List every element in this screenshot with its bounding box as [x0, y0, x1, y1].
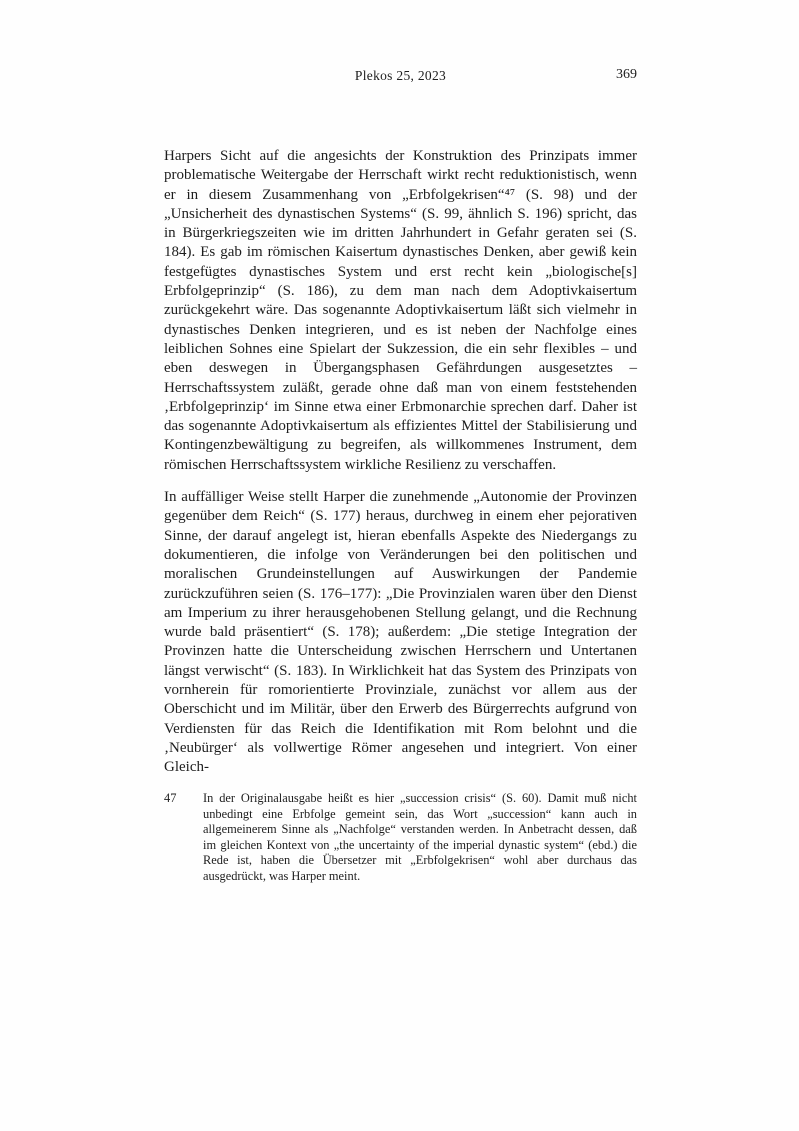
paragraph-1: Harpers Sicht auf die angesichts der Konstruktion des Prinzipats immer problematische Weitergabe der Herrschaft wirkt recht reduktionistisch, wenn er in diesem Zusammenhang von „Erbfolgekrisen“⁴⁷ (S. 98) und der „Unsicherheit des dynastischen Systems“ (S. 99, ähnlich S. 196) spricht, das in Bürgerkriegszeiten wie im dritten Jahrhundert in Gefahr geraten sei (S. 184). Es gab im römischen Kaisertum dynastisches Denken, aber gewiß kein festgefügtes dynastisches System und erst recht kein „biologische[s] Erbfolgeprinzip“ (S. 186), zu dem man nach dem Adoptivkaisertum zurückgekehrt wäre. Das sogenannte Adoptivkaisertum läßt sich vielmehr in dynastisches Denken integrieren, und es ist neben der Nachfolge eines leiblichen Sohnes eine Spielart der Sukzession, die ein sehr flexibles – und eben deswegen in Übergangsphasen Gefährdungen ausgesetztes – Herrschaftssystem zuläßt, gerade ohne daß man von einem feststehenden ‚Erbfolgeprinzip‘ im Sinne etwa einer Erbmonarchie sprechen darf. Daher ist das sogenannte Adoptivkaisertum als effizientes Mittel der Stabilisierung und Kontingenzbewältigung zu begreifen, als willkommenes Instrument, dem römischen Herrschaftssystem wirkliche Resilienz zu verschaffen. [164, 148, 637, 473]
journal-title: Plekos 25, 2023 [354, 68, 447, 83]
running-head [164, 68, 637, 84]
footnote-number: 47 [164, 791, 177, 805]
page-number: 369 [616, 67, 637, 82]
footnote-text: In der Originalausgabe heißt es hier „succession crisis“ (S. 60). Damit muß nicht unbedingt eine Erbfolge gemeint sein, das Wort „succession“ kann auch in allgemeinerem Sinne als „Nachfolge“ verstanden werden. In Anbetracht dessen, daß im gleichen Kontext von „the uncertainty of the imperial dynastic system“ (ebd.) die Rede ist, haben die Übersetzer mit „Erbfolgekrisen“ wohl aber durchaus das ausgedrückt, was Harper meint. [203, 791, 637, 883]
body-text [164, 147, 637, 778]
footnote-47 [164, 791, 637, 885]
paragraph-2: In auffälliger Weise stellt Harper die zunehmende „Autonomie der Provinzen gegenüber dem Reich“ (S. 177) heraus, durchweg in einem eher pejorativen Sinne, der darauf angelegt ist, hieran ebenfalls Aspekte des Niedergangs zu dokumentieren, die infolge von Veränderungen bei den politischen und moralischen Grundeinstellungen auf Auswirkungen der Pandemie zurückzuführen seien (S. 176–177): „Die Provinzialen waren über den Dienst am Imperium zu ihrer herausgehobenen Stellung gelangt, und die Rechnung wurde bald präsentiert“ (S. 178); außerdem: „Die stetige Integration der Provinzen hatte die Unterscheidung zwischen Herrschern und Untertanen längst verwischt“ (S. 183). In Wirklichkeit hat das System des Prinzipats von vornherein für romorientierte Provinziale, zunächst vor allem aus der Oberschicht und im Militär, über den Erwerb des Bürgerrechts aufgrund von Verdiensten für das Reich die Identifikation mit Rom belohnt und die ‚Neubürger‘ als vollwertige Römer angesehen und integriert. Von einer Gleich- [164, 489, 637, 776]
footnote-block [164, 791, 637, 885]
